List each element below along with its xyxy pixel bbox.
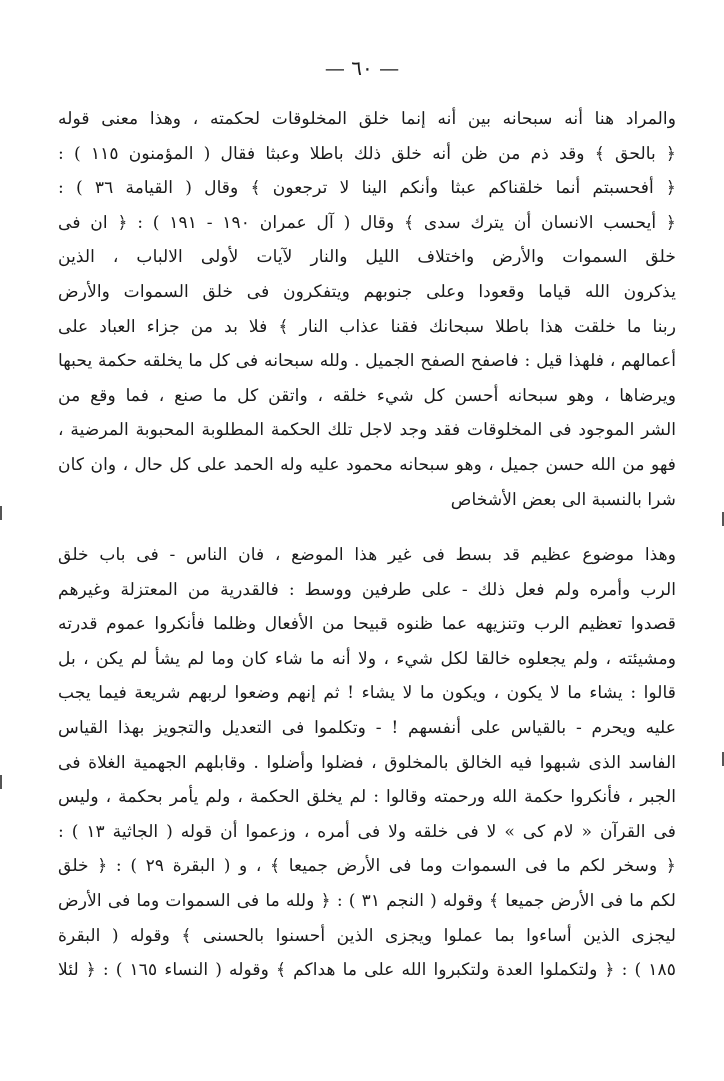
scan-edge-mark — [0, 775, 2, 789]
text-line: فهو من الله حسن جميل ، وهو سبحانه محمود عليه وله الحمد على كل حال ، وان كان — [58, 454, 676, 475]
text-line: فى القرآن « لام كى » لا فى خلقه ولا فى أمره ، وزعموا أن قوله ( الجاثية ١٣ ) : — [58, 821, 676, 842]
text-line: الشر الموجود فى المخلوقات فقد وجد لاجل تلك الحكمة المطلوبة المحبوبة المرضية ، — [58, 420, 676, 441]
text-line: ويرضاها ، وهو سبحانه أحسن كل شيء خلقه ، واتقن كل ما صنع ، فما وقع من — [58, 385, 676, 406]
text-line: خلق السموات والأرض واختلاف الليل والنار لآيات لأولى الالباب ، الذين — [58, 247, 676, 268]
text-line: الفاسد الذى شبهوا فيه الخالق بالمخلوق ، فضلوا وأضلوا . وقابلهم الجهمية الغلاة فى — [58, 752, 676, 773]
text-line: لكم ما فى الأرض جميعا ﴾ وقوله ( النجم ٣١ ) : ﴿ ولله ما فى السموات وما فى الأرض — [58, 890, 676, 911]
text-line: ١٨٥ ) : ﴿ ولتكملوا العدة ولتكبروا الله على ما هداكم ﴾ وقوله ( النساء ١٦٥ ) : ﴿ لئلا — [58, 960, 676, 981]
text-line: عليه ويحرم - بالقياس على أنفسهم ! - وتكلموا فى التعديل والتجويز بهذا القياس — [58, 717, 676, 738]
text-line: الرب وأمره ولم فعل ذلك - على طرفين ووسط : فالقدرية من المعتزلة وغيرهم — [58, 579, 676, 600]
text-line: ﴿ أفحسبتم أنما خلقناكم عبثا وأنكم الينا لا ترجعون ﴾ وقال ( القيامة ٣٦ ) : — [58, 178, 676, 199]
paragraph-1 — [58, 102, 676, 517]
page-number: — ٦٠ — — [324, 56, 400, 80]
text-line: ليجزى الذين أساءوا بما عملوا ويجزى الذين أحسنوا بالحسنى ﴾ وقوله ( البقرة — [58, 925, 676, 946]
text-line: ربنا ما خلقت هذا باطلا سبحانك فقنا عذاب النار ﴾ فلا بد من جزاء العباد على — [58, 316, 676, 337]
text-line: ﴿ وسخر لكم ما فى السموات وما فى الأرض جميعا ﴾ ، و ( البقرة ٢٩ ) : ﴿ خلق — [58, 856, 676, 877]
paragraph-2 — [58, 538, 676, 988]
text-line: ﴿ بالحق ﴾ وقد ذم من ظن أنه خلق ذلك باطلا وعبثا فقال ( المؤمنون ١١٥ ) : — [58, 143, 676, 164]
scan-edge-mark — [0, 506, 2, 520]
text-line: يذكرون الله قياما وقعودا وعلى جنوبهم ويتفكرون فى خلق السموات والأرض — [58, 281, 676, 302]
text-line: شرا بالنسبة الى بعض الأشخاص — [450, 489, 676, 510]
text-line: الجبر ، فأنكروا حكمة الله ورحمته وقالوا : لم يخلق الحكمة ، ولم يأمر بحكمة ، وليس — [58, 787, 676, 808]
text-line: والمراد هنا أنه سبحانه بين أنه إنما خلق المخلوقات لحكمته ، وهذا معنى قوله — [58, 109, 676, 129]
text-line: قصدوا تعظيم الرب وتنزيهه عما ظنوه قبيحا من الأفعال وظلما فأنكروا عموم قدرته — [58, 614, 676, 635]
text-line: أعمالهم ، فلهذا قيل : فاصفح الصفح الجميل . ولله سبحانه فى كل ما يخلقه حكمة يحبها — [58, 351, 676, 372]
text-line: ومشيئته ، ولم يجعلوه خالقا لكل شيء ، ولا أنه ما شاء كان وما لم يشأ لم يكن ، بل — [58, 648, 676, 669]
text-line: قالوا : يشاء ما لا يكون ، ويكون ما لا يشاء ! ثم إنهم وضعوا لربهم شريعة فيما يجب — [58, 683, 676, 704]
text-line: ﴿ أيحسب الانسان أن يترك سدى ﴾ وقال ( آل عمران ١٩٠ - ١٩١ ) : ﴿ ان فى — [58, 212, 676, 233]
text-line: وهذا موضوع عظيم قد بسط فى غير هذا الموضع ، فان الناس - فى باب خلق — [58, 545, 676, 565]
